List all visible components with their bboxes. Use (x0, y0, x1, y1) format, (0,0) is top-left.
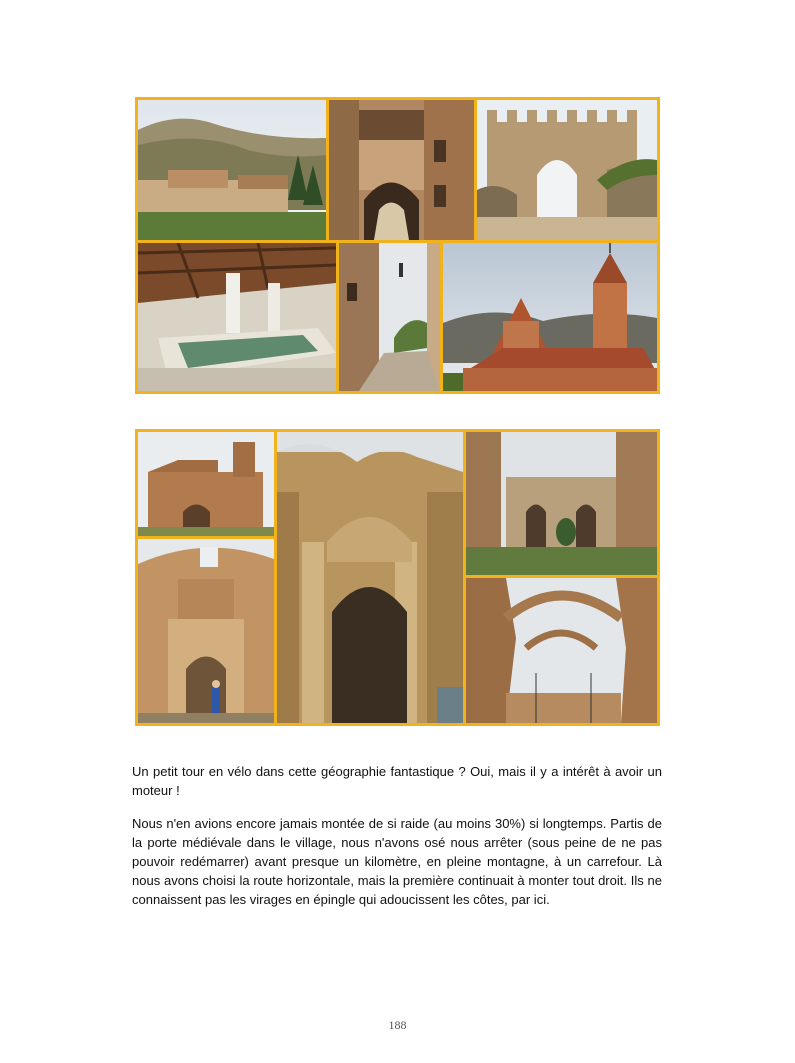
ruined-monastery-interior-photo (466, 432, 657, 575)
ornate-church-entrance-photo (138, 539, 274, 723)
page-number: 188 (388, 1018, 407, 1032)
ruined-church-facade-photo (138, 432, 274, 536)
photo-collage-bottom (135, 429, 660, 726)
village-hillside-photo (138, 100, 326, 240)
lavoir-wash-house-photo (138, 243, 336, 391)
narrow-lane-photo (339, 243, 440, 391)
paragraph-1: Un petit tour en vélo dans cette géographie fantastique ? Oui, mais il y a intérêt à avoir un moteur ! (132, 764, 662, 798)
baroque-portal-photo (277, 432, 463, 723)
fortified-gate-photo (477, 100, 657, 240)
church-tower-photo (443, 243, 657, 391)
medieval-arch-street-photo (329, 100, 474, 240)
ruined-arches-sky-photo (466, 578, 657, 723)
photo-collage-top (135, 97, 660, 394)
paragraph-2: Nous n'en avions encore jamais montée de si raide (au moins 30%) si longtemps. Partis de la porte médiévale dans le village, nous n'avons osé nous arrêter (sous peine de ne pas pouvoir redémarrer) avant presque un kilomètre, en pleine montagne, à un carrefour. Là nous avons choisi la route horizontale, mais la première continuait à monter tout droit. Ils ne connaissent pas les virages en épingle qui adoucissent les côtes, par ici. (132, 816, 662, 907)
